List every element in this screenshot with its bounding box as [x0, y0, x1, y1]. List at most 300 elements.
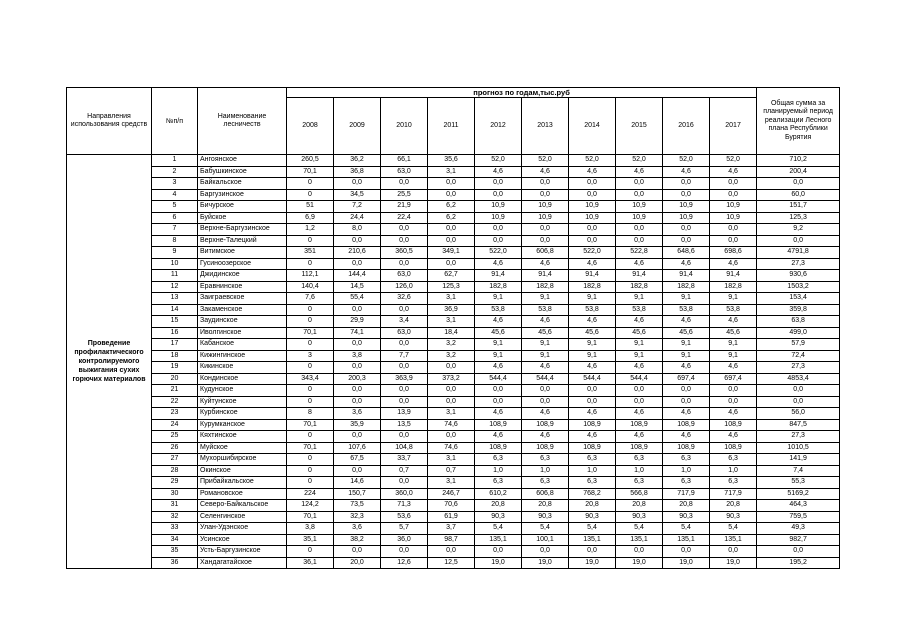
year-value: 0,0 — [334, 362, 381, 374]
row-number: 9 — [152, 247, 198, 259]
row-number: 24 — [152, 419, 198, 431]
header-forestry-name: Наименование лесничеств — [198, 88, 287, 155]
row-total: 710,2 — [757, 155, 840, 167]
row-number: 14 — [152, 304, 198, 316]
year-value: 91,4 — [569, 270, 616, 282]
row-total: 0,0 — [757, 235, 840, 247]
row-total: 153,4 — [757, 293, 840, 305]
row-number: 4 — [152, 189, 198, 201]
forestry-name: Верхне-Баргузинское — [198, 224, 287, 236]
table-row — [67, 293, 840, 305]
year-value: 182,8 — [475, 281, 522, 293]
year-value: 108,9 — [663, 442, 710, 454]
row-number: 33 — [152, 523, 198, 535]
year-value: 4,6 — [663, 166, 710, 178]
forestry-name: Еравнинское — [198, 281, 287, 293]
row-number: 10 — [152, 258, 198, 270]
year-value: 566,8 — [616, 488, 663, 500]
year-value: 0,0 — [522, 189, 569, 201]
table-row — [67, 178, 840, 190]
year-value: 4,6 — [663, 362, 710, 374]
year-value: 0,0 — [663, 189, 710, 201]
forestry-name: Буйское — [198, 212, 287, 224]
year-value: 38,2 — [334, 534, 381, 546]
row-total: 27,3 — [757, 431, 840, 443]
row-number: 26 — [152, 442, 198, 454]
table-row — [67, 247, 840, 259]
forestry-name: Кикинское — [198, 362, 287, 374]
table-row — [67, 235, 840, 247]
year-value: 19,0 — [710, 557, 757, 569]
row-number: 28 — [152, 465, 198, 477]
forestry-name: Усинское — [198, 534, 287, 546]
year-value: 0,0 — [663, 385, 710, 397]
year-value: 3,1 — [428, 408, 475, 420]
year-value: 0,0 — [334, 396, 381, 408]
year-value: 0,0 — [616, 178, 663, 190]
year-value: 4,6 — [663, 431, 710, 443]
year-value: 3,1 — [428, 477, 475, 489]
year-value: 74,1 — [334, 327, 381, 339]
year-value: 224 — [287, 488, 334, 500]
forestry-name: Байкальское — [198, 178, 287, 190]
year-value: 7,2 — [334, 201, 381, 213]
year-value: 6,2 — [428, 212, 475, 224]
forestry-name: Ангоянское — [198, 155, 287, 167]
year-value: 53,8 — [663, 304, 710, 316]
year-value: 544,4 — [569, 373, 616, 385]
header-year: 2011 — [428, 98, 475, 155]
year-value: 9,1 — [663, 350, 710, 362]
table-row — [67, 212, 840, 224]
row-total: 0,0 — [757, 396, 840, 408]
header-year: 2016 — [663, 98, 710, 155]
table-row — [67, 327, 840, 339]
year-value: 0,0 — [663, 224, 710, 236]
row-number: 32 — [152, 511, 198, 523]
year-value: 53,8 — [475, 304, 522, 316]
row-total: 930,6 — [757, 270, 840, 282]
year-value: 10,9 — [616, 212, 663, 224]
year-value: 0,0 — [569, 396, 616, 408]
year-value: 4,6 — [522, 431, 569, 443]
year-value: 107,6 — [334, 442, 381, 454]
table-row — [67, 546, 840, 558]
table-row — [67, 477, 840, 489]
year-value: 1,0 — [569, 465, 616, 477]
year-value: 10,9 — [616, 201, 663, 213]
year-value: 12,5 — [428, 557, 475, 569]
header-year: 2015 — [616, 98, 663, 155]
year-value: 0 — [287, 477, 334, 489]
forestry-name: Мухоршибирское — [198, 454, 287, 466]
forestry-name: Кабанское — [198, 339, 287, 351]
year-value: 53,8 — [522, 304, 569, 316]
forestry-name: Курумканское — [198, 419, 287, 431]
year-value: 0,0 — [475, 546, 522, 558]
table-body — [67, 88, 840, 569]
year-value: 3,2 — [428, 350, 475, 362]
year-value: 135,1 — [710, 534, 757, 546]
year-value: 0 — [287, 235, 334, 247]
year-value: 0,0 — [710, 396, 757, 408]
year-value: 108,9 — [710, 419, 757, 431]
year-value: 0 — [287, 178, 334, 190]
year-value: 104,8 — [381, 442, 428, 454]
row-number: 13 — [152, 293, 198, 305]
year-value: 5,4 — [663, 523, 710, 535]
row-number: 1 — [152, 155, 198, 167]
year-value: 0,7 — [428, 465, 475, 477]
year-value: 6,3 — [710, 454, 757, 466]
year-value: 4,6 — [569, 431, 616, 443]
year-value: 0,0 — [428, 396, 475, 408]
table-row — [67, 270, 840, 282]
year-value: 25,5 — [381, 189, 428, 201]
year-value: 0,0 — [381, 339, 428, 351]
year-value: 6,9 — [287, 212, 334, 224]
row-number: 34 — [152, 534, 198, 546]
year-value: 0,0 — [381, 178, 428, 190]
year-value: 36,0 — [381, 534, 428, 546]
year-value: 0,0 — [710, 546, 757, 558]
row-total: 56,0 — [757, 408, 840, 420]
year-value: 4,6 — [663, 316, 710, 328]
year-value: 91,4 — [710, 270, 757, 282]
year-value: 522,0 — [475, 247, 522, 259]
year-value: 0,0 — [569, 189, 616, 201]
year-value: 698,6 — [710, 247, 757, 259]
forestry-name: Кяхтинское — [198, 431, 287, 443]
year-value: 697,4 — [663, 373, 710, 385]
year-value: 10,9 — [475, 201, 522, 213]
year-value: 22,4 — [381, 212, 428, 224]
year-value: 73,5 — [334, 500, 381, 512]
year-value: 5,7 — [381, 523, 428, 535]
row-number: 36 — [152, 557, 198, 569]
year-value: 0,0 — [381, 546, 428, 558]
year-value: 135,1 — [616, 534, 663, 546]
year-value: 5,4 — [616, 523, 663, 535]
year-value: 4,6 — [475, 431, 522, 443]
year-value: 0 — [287, 258, 334, 270]
year-value: 0,0 — [428, 431, 475, 443]
year-value: 0,0 — [663, 546, 710, 558]
forestry-name: Витимское — [198, 247, 287, 259]
year-value: 91,4 — [522, 270, 569, 282]
year-value: 4,6 — [569, 258, 616, 270]
year-value: 9,1 — [475, 350, 522, 362]
year-value: 112,1 — [287, 270, 334, 282]
year-value: 1,0 — [522, 465, 569, 477]
year-value: 10,9 — [522, 212, 569, 224]
header-year: 2017 — [710, 98, 757, 155]
year-value: 14,6 — [334, 477, 381, 489]
year-value: 10,9 — [710, 212, 757, 224]
forestry-name: Бабушкинское — [198, 166, 287, 178]
year-value: 246,7 — [428, 488, 475, 500]
year-value: 108,9 — [616, 419, 663, 431]
year-value: 9,1 — [569, 339, 616, 351]
year-value: 182,8 — [663, 281, 710, 293]
year-value: 98,7 — [428, 534, 475, 546]
year-value: 363,9 — [381, 373, 428, 385]
year-value: 36,2 — [334, 155, 381, 167]
year-value: 0,0 — [381, 431, 428, 443]
year-value: 108,9 — [616, 442, 663, 454]
row-number: 22 — [152, 396, 198, 408]
year-value: 8 — [287, 408, 334, 420]
year-value: 0,0 — [334, 304, 381, 316]
direction-cell: Проведение профилактического контролируемого выжигания сухих горючих материалов — [67, 155, 152, 569]
year-value: 1,0 — [616, 465, 663, 477]
year-value: 0 — [287, 304, 334, 316]
year-value: 0,0 — [710, 235, 757, 247]
row-total: 49,3 — [757, 523, 840, 535]
year-value: 9,1 — [522, 293, 569, 305]
year-value: 4,6 — [616, 166, 663, 178]
table-row — [67, 316, 840, 328]
year-value: 53,8 — [616, 304, 663, 316]
year-value: 9,1 — [475, 339, 522, 351]
year-value: 0,0 — [616, 224, 663, 236]
table-row — [67, 488, 840, 500]
year-value: 51 — [287, 201, 334, 213]
year-value: 343,4 — [287, 373, 334, 385]
row-number: 27 — [152, 454, 198, 466]
header-year: 2013 — [522, 98, 569, 155]
year-value: 4,6 — [569, 316, 616, 328]
year-value: 0,0 — [428, 189, 475, 201]
year-value: 100,1 — [522, 534, 569, 546]
year-value: 0,0 — [522, 385, 569, 397]
year-value: 610,2 — [475, 488, 522, 500]
year-value: 90,3 — [475, 511, 522, 523]
year-value: 0,0 — [522, 178, 569, 190]
forestry-name: Кондинское — [198, 373, 287, 385]
year-value: 19,0 — [663, 557, 710, 569]
forestry-name: Бичурское — [198, 201, 287, 213]
row-number: 16 — [152, 327, 198, 339]
row-number: 23 — [152, 408, 198, 420]
forestry-name: Куйтунское — [198, 396, 287, 408]
table-row — [67, 201, 840, 213]
row-total: 27,3 — [757, 258, 840, 270]
year-value: 0,0 — [475, 235, 522, 247]
year-value: 53,8 — [710, 304, 757, 316]
year-value: 52,0 — [663, 155, 710, 167]
row-total: 27,3 — [757, 362, 840, 374]
year-value: 3,1 — [428, 316, 475, 328]
year-value: 3,2 — [428, 339, 475, 351]
year-value: 6,3 — [522, 477, 569, 489]
year-value: 108,9 — [522, 442, 569, 454]
year-value: 55,4 — [334, 293, 381, 305]
year-value: 3,1 — [428, 293, 475, 305]
year-value: 70,6 — [428, 500, 475, 512]
year-value: 0,0 — [475, 224, 522, 236]
year-value: 20,8 — [569, 500, 616, 512]
header-year: 2009 — [334, 98, 381, 155]
year-value: 108,9 — [710, 442, 757, 454]
row-total: 359,8 — [757, 304, 840, 316]
year-value: 45,6 — [663, 327, 710, 339]
year-value: 0,0 — [616, 385, 663, 397]
year-value: 71,3 — [381, 500, 428, 512]
year-value: 0,0 — [334, 431, 381, 443]
year-value: 20,8 — [710, 500, 757, 512]
year-value: 544,4 — [475, 373, 522, 385]
row-number: 17 — [152, 339, 198, 351]
year-value: 717,9 — [710, 488, 757, 500]
row-number: 35 — [152, 546, 198, 558]
year-value: 9,1 — [569, 293, 616, 305]
year-value: 10,9 — [475, 212, 522, 224]
row-total: 195,2 — [757, 557, 840, 569]
row-total: 4853,4 — [757, 373, 840, 385]
year-value: 0,0 — [663, 178, 710, 190]
year-value: 0,0 — [428, 235, 475, 247]
row-total: 0,0 — [757, 178, 840, 190]
year-value: 20,8 — [522, 500, 569, 512]
year-value: 19,0 — [522, 557, 569, 569]
year-value: 91,4 — [616, 270, 663, 282]
forestry-name: Заудинское — [198, 316, 287, 328]
year-value: 4,6 — [710, 408, 757, 420]
year-value: 45,6 — [522, 327, 569, 339]
year-value: 0 — [287, 385, 334, 397]
year-value: 4,6 — [475, 166, 522, 178]
table-row — [67, 396, 840, 408]
year-value: 10,9 — [569, 212, 616, 224]
year-value: 8,0 — [334, 224, 381, 236]
year-value: 35,1 — [287, 534, 334, 546]
forestry-name: Кижингинское — [198, 350, 287, 362]
year-value: 63,0 — [381, 270, 428, 282]
year-value: 4,6 — [475, 316, 522, 328]
year-value: 140,4 — [287, 281, 334, 293]
year-value: 135,1 — [475, 534, 522, 546]
row-number: 7 — [152, 224, 198, 236]
header-year: 2010 — [381, 98, 428, 155]
year-value: 4,6 — [522, 362, 569, 374]
year-value: 0,0 — [522, 224, 569, 236]
header-total: Общая сумма за планируемый период реализации Лесного плана Республики Бурятия — [757, 88, 840, 155]
year-value: 0,0 — [710, 224, 757, 236]
row-number: 11 — [152, 270, 198, 282]
year-value: 3,7 — [428, 523, 475, 535]
year-value: 0,0 — [475, 178, 522, 190]
row-total: 0,0 — [757, 546, 840, 558]
table-row — [67, 523, 840, 535]
year-value: 53,8 — [569, 304, 616, 316]
year-value: 4,6 — [569, 408, 616, 420]
row-total: 7,4 — [757, 465, 840, 477]
row-number: 19 — [152, 362, 198, 374]
year-value: 0,0 — [381, 362, 428, 374]
year-value: 10,9 — [663, 201, 710, 213]
row-total: 72,4 — [757, 350, 840, 362]
row-number: 30 — [152, 488, 198, 500]
year-value: 360,0 — [381, 488, 428, 500]
year-value: 9,1 — [569, 350, 616, 362]
year-value: 5,4 — [569, 523, 616, 535]
year-value: 4,6 — [475, 258, 522, 270]
year-value: 4,6 — [710, 431, 757, 443]
year-value: 36,8 — [334, 166, 381, 178]
year-value: 9,1 — [710, 350, 757, 362]
year-value: 9,1 — [616, 339, 663, 351]
row-number: 21 — [152, 385, 198, 397]
year-value: 74,6 — [428, 442, 475, 454]
year-value: 0 — [287, 546, 334, 558]
table-row — [67, 557, 840, 569]
year-value: 10,9 — [569, 201, 616, 213]
year-value: 52,0 — [710, 155, 757, 167]
year-value: 7,7 — [381, 350, 428, 362]
year-value: 0,0 — [428, 546, 475, 558]
year-value: 648,6 — [663, 247, 710, 259]
year-value: 0,0 — [381, 396, 428, 408]
year-value: 9,1 — [522, 339, 569, 351]
row-total: 200,4 — [757, 166, 840, 178]
table-row — [67, 304, 840, 316]
year-value: 0,0 — [428, 258, 475, 270]
year-value: 108,9 — [663, 419, 710, 431]
year-value: 0,0 — [334, 235, 381, 247]
year-value: 0,0 — [616, 396, 663, 408]
row-number: 18 — [152, 350, 198, 362]
year-value: 10,9 — [522, 201, 569, 213]
year-value: 45,6 — [710, 327, 757, 339]
row-number: 5 — [152, 201, 198, 213]
year-value: 182,8 — [616, 281, 663, 293]
year-value: 3,1 — [428, 454, 475, 466]
year-value: 0,0 — [522, 235, 569, 247]
table-row — [67, 224, 840, 236]
year-value: 3 — [287, 350, 334, 362]
year-value: 0,0 — [522, 546, 569, 558]
year-value: 0,0 — [569, 546, 616, 558]
year-value: 4,6 — [616, 431, 663, 443]
year-value: 0,0 — [381, 235, 428, 247]
forestry-name: Гусиноозерское — [198, 258, 287, 270]
year-value: 3,6 — [334, 408, 381, 420]
year-value: 1,0 — [475, 465, 522, 477]
table-row — [67, 339, 840, 351]
year-value: 6,3 — [522, 454, 569, 466]
year-value: 91,4 — [663, 270, 710, 282]
year-value: 90,3 — [663, 511, 710, 523]
year-value: 0 — [287, 454, 334, 466]
year-value: 108,9 — [569, 442, 616, 454]
year-value: 32,6 — [381, 293, 428, 305]
year-value: 9,1 — [522, 350, 569, 362]
year-value: 21,9 — [381, 201, 428, 213]
year-value: 717,9 — [663, 488, 710, 500]
forestry-name: Прибайкальское — [198, 477, 287, 489]
year-value: 4,6 — [616, 316, 663, 328]
year-value: 0,0 — [475, 385, 522, 397]
table-row — [67, 431, 840, 443]
year-value: 0,0 — [475, 189, 522, 201]
year-value: 0,0 — [616, 189, 663, 201]
row-total: 57,9 — [757, 339, 840, 351]
year-value: 0 — [287, 431, 334, 443]
year-value: 4,6 — [710, 362, 757, 374]
row-number: 12 — [152, 281, 198, 293]
year-value: 91,4 — [475, 270, 522, 282]
